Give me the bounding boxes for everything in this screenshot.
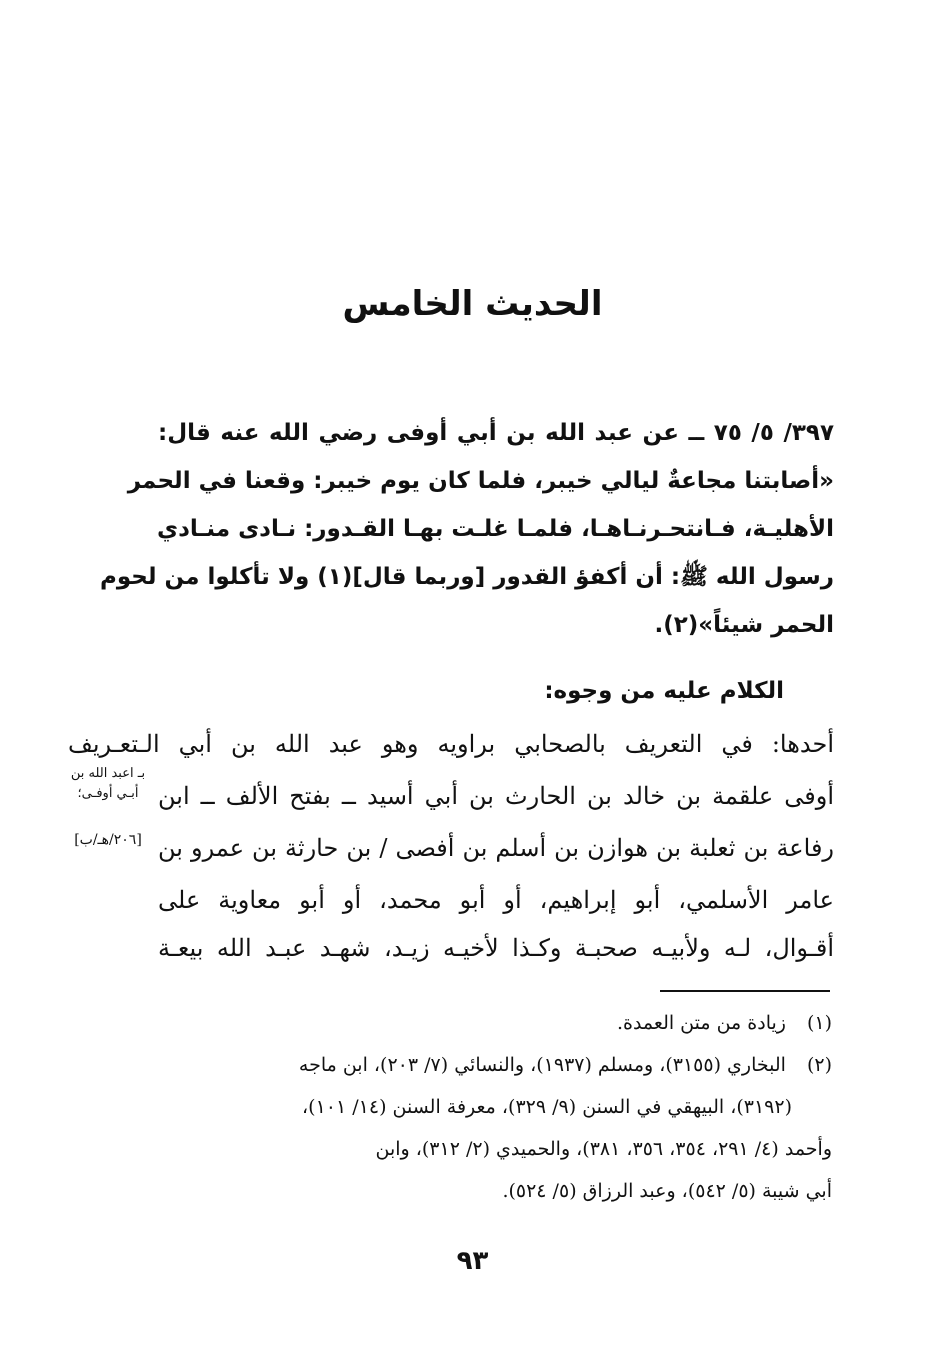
commentary-line: أحدها: في التعريف بالصحابي براويه وهو عبد الله بن أبي الـتعـريف — [68, 730, 834, 758]
commentary-heading: الكلام عليه من وجوه: — [544, 678, 784, 704]
footnote-text: البخاري (٣١٥٥)، ومسلم (١٩٣٧)، والنسائي (٧/ ٢٠٣)، ابن ماجه — [298, 1054, 786, 1076]
margin-note: [٢٠٦/هـ/ب] — [74, 832, 142, 848]
hadith-line: ٣٩٧/ ٥/ ٧٥ ــ عن عبد الله بن أبي أوفى رضي الله عنه قال: — [158, 420, 834, 446]
margin-note: بـ اعبد الله بن — [70, 766, 146, 781]
hadith-line: الأهليـة، فـانتحـرنـاهـا، فلمـا غلـت بهـا القـدور: نـادى منـادي — [157, 516, 834, 542]
hadith-line: الحمر شيئاً»(٢). — [654, 612, 834, 638]
footnote-line: أبي شيبة (٥/ ٥٤٢)، وعبد الرزاق (٥/ ٥٢٤). — [502, 1180, 832, 1202]
footnotes — [152, 1014, 832, 1214]
hadith-line: رسول الله ﷺ: أن أكفؤ القدور [وربما قال](١) ولا تأكلوا من لحوم — [100, 564, 834, 590]
commentary-line: عامر الأسلمي، أبو إبراهيم، أو أبو محمد، أو أبو معاوية على — [158, 886, 834, 914]
footnote-number: (١) — [806, 1012, 832, 1034]
commentary-line: أقـوال، لـه ولأبيـه صحبـة وكـذا لأخيـه زيـد، شهـد عبـد الله بيعـة — [158, 934, 834, 962]
page-number: ٩٣ — [456, 1246, 489, 1276]
footnote-line: وأحمد (٤/ ٢٩١، ٣٥٤، ٣٥٦، ٣٨١)، والحميدي (٢/ ٣١٢)، وابن — [375, 1138, 832, 1160]
footnote-1 — [617, 1014, 832, 1033]
hadith-line: «أصابتنا مجاعةٌ ليالي خيبر، فلما كان يوم خيبر: وقعنا في الحمر — [127, 468, 834, 494]
margin-note: أبـي أوفـى؛ — [77, 786, 139, 801]
commentary-line: رفاعة بن ثعلبة بن هوازن بن أسلم بن أفصى / بن حارثة بن عمرو بن — [158, 834, 834, 862]
section-title: الحديث الخامس — [342, 284, 603, 324]
commentary-line: أوفى علقمة بن خالد بن الحارث بن أبي أسيد ــ بفتح الألف ــ ابن — [158, 782, 834, 810]
footnote-line: (٣١٩٢)، البيهقي في السنن (٩/ ٣٢٩)، معرفة السنن (١٤/ ١٠١)، — [302, 1096, 792, 1118]
footnote-2 — [299, 1056, 832, 1075]
footnote-separator — [660, 990, 830, 992]
hadith-text — [100, 420, 834, 652]
footnote-number: (٢) — [806, 1054, 832, 1076]
footnote-text: زيادة من متن العمدة. — [616, 1012, 786, 1034]
